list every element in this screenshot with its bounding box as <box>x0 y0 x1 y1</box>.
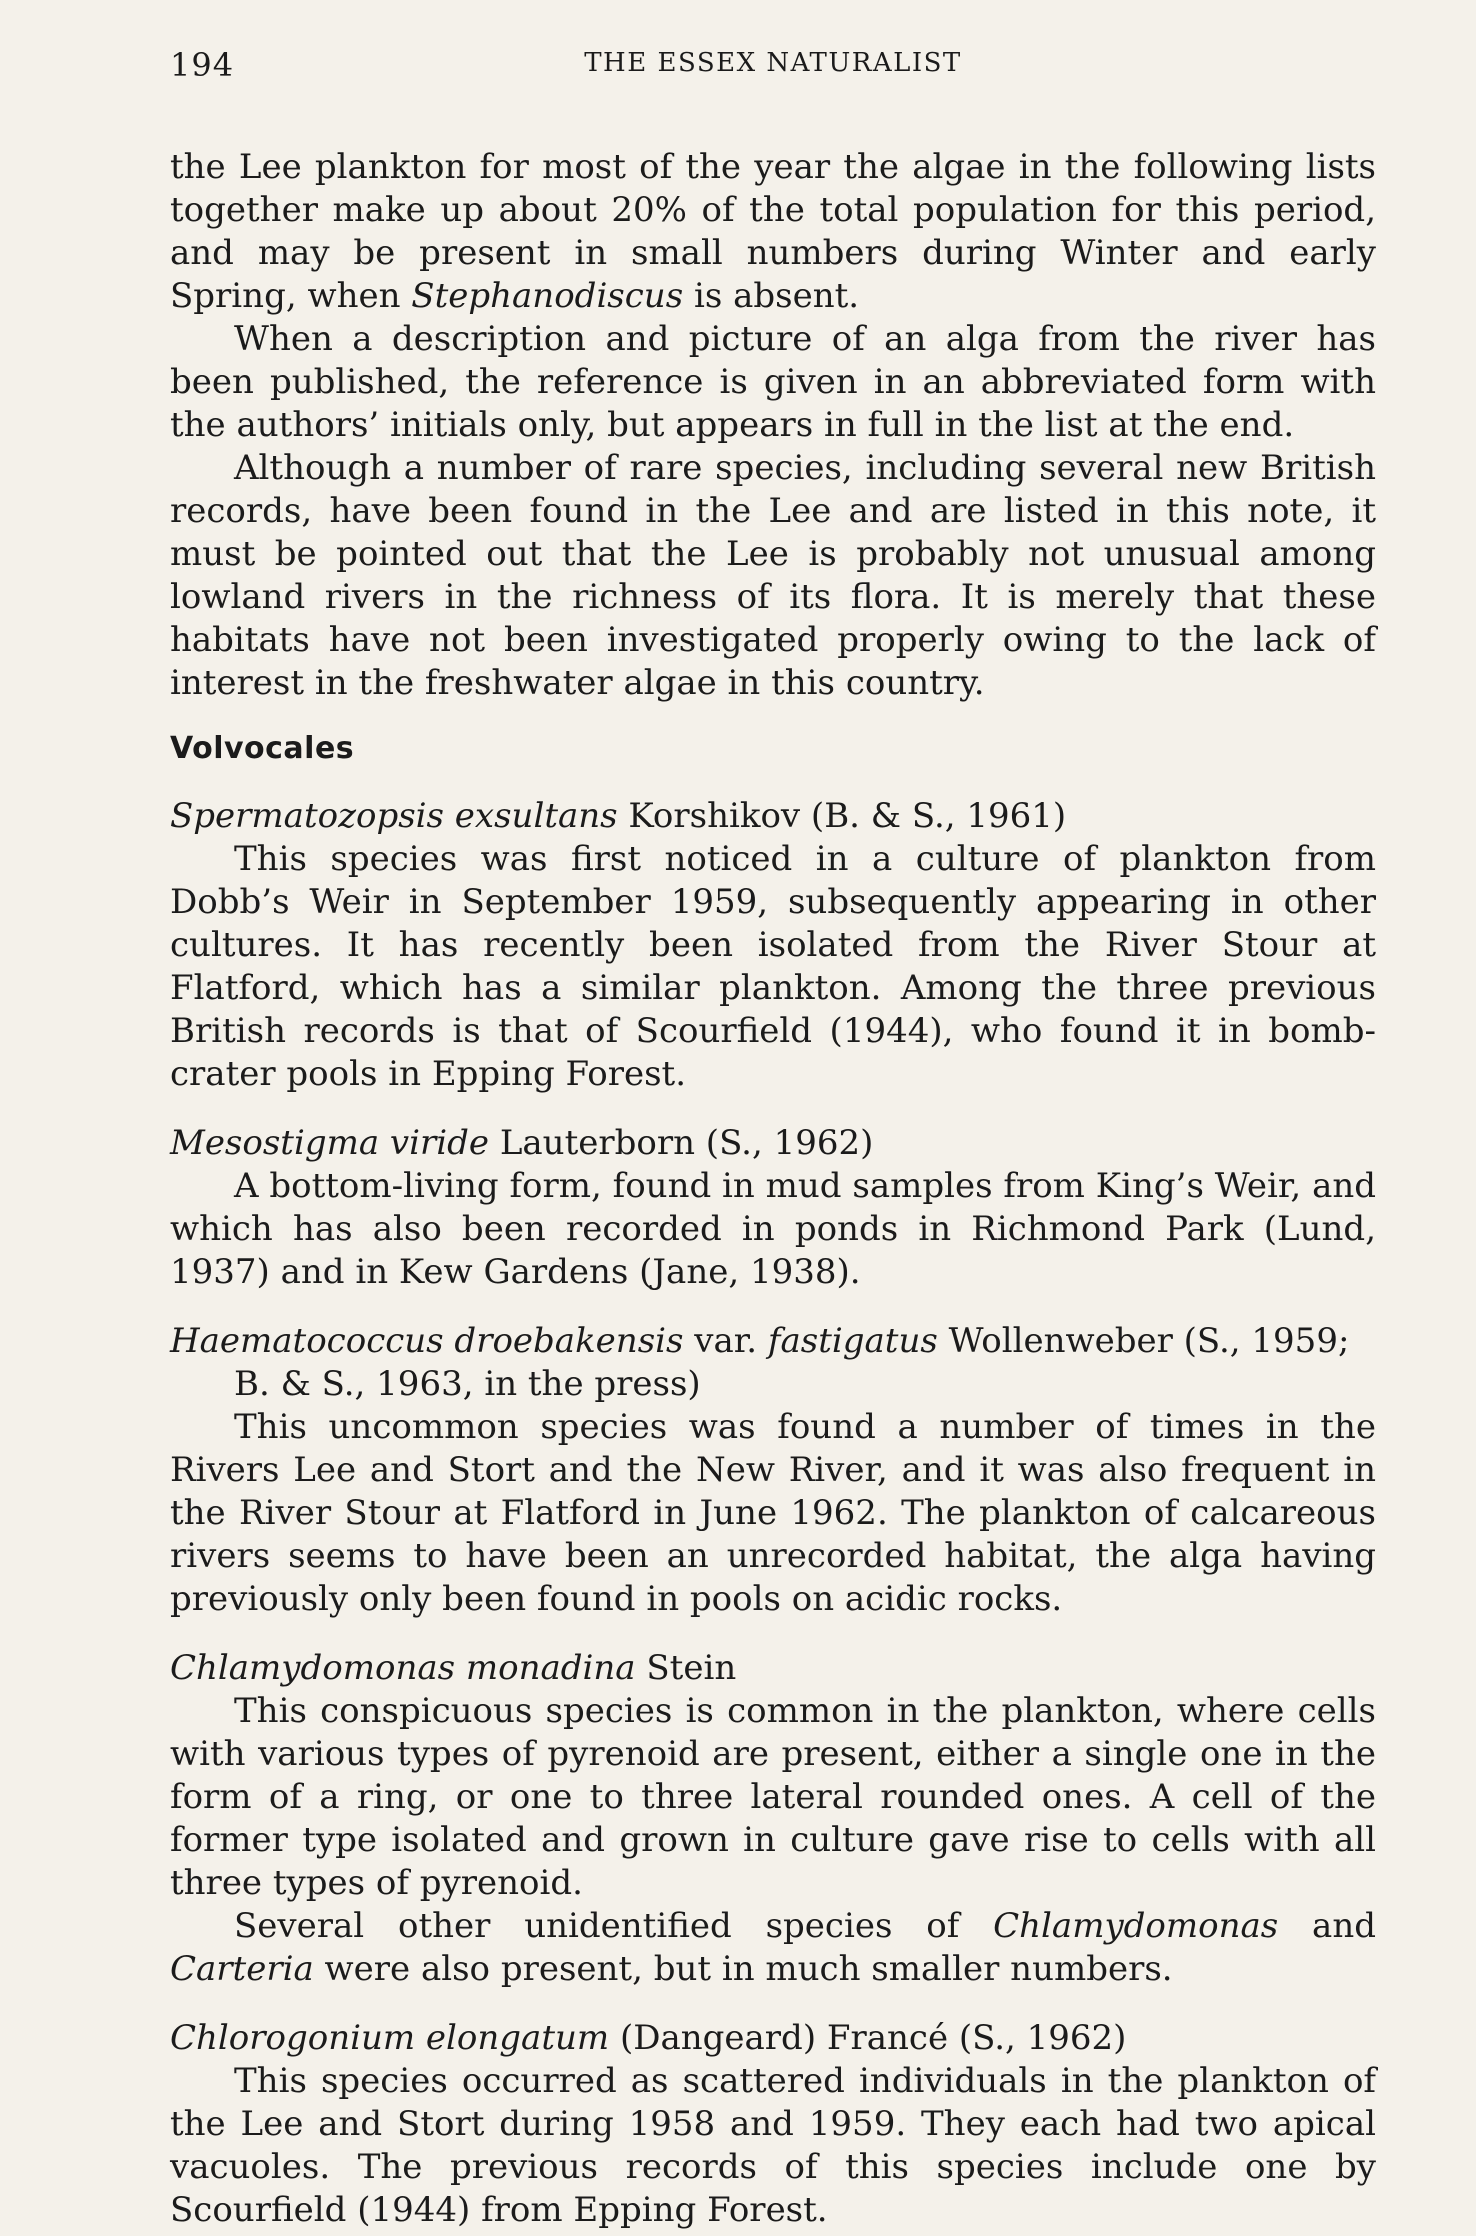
species-authority: (Dangeard) Francé (S., 1962) <box>609 2018 1127 2058</box>
page-number: 194 <box>170 46 235 84</box>
species-name: Spermatozopsis exsultans <box>170 796 618 836</box>
species-variety-name: fastigatus <box>767 1321 938 1361</box>
article-body <box>170 146 1376 2232</box>
species-description: This uncommon species was found a number of times in the Rivers Lee and Stort and the New River, and it was also frequent in the River Stour at Flatford in June 1962. The plankton of calcareous rivers seems to have been an unrecorded habitat, the alga having previously only been found in pools on acidic rocks. <box>170 1407 1376 1619</box>
species-heading <box>170 1647 1376 1690</box>
species-heading <box>170 1320 1376 1406</box>
species-name: Chlorogonium elongatum <box>170 2018 610 2058</box>
species-entry <box>170 2017 1376 2232</box>
species-name: Mesostigma viride <box>170 1123 490 1163</box>
species-heading <box>170 2017 1376 2060</box>
species-description: A bottom-living form, found in mud samples from King’s Weir, and which has also been recorded in ponds in Richmond Park (Lund, 1937) and in Kew Gardens (Jane, 1938). <box>170 1166 1376 1292</box>
intro-paragraph-2: When a description and picture of an alga from the river has been published, the reference is given in an abbreviated form with the authors’ initials only, but appears in full in the list at the end. <box>170 319 1376 445</box>
species-entry <box>170 1647 1376 1991</box>
species-authority: Stein <box>635 1648 737 1688</box>
species-heading <box>170 1122 1376 1165</box>
species-authority: Wollenweber (S., 1959; B. & S., 1963, in the press) <box>234 1321 1350 1404</box>
species-note: Several other unidentified species of Chlamydomonas and Carteria were also present, but in much smaller numbers. <box>170 1906 1376 1989</box>
species-entry <box>170 795 1376 1096</box>
species-name: Chlamydomonas monadina <box>170 1648 636 1688</box>
species-description: This conspicuous species is common in the plankton, where cells with various types of pyrenoid are present, either a single one in the form of a ring, or one to three lateral rounded ones. A cell of the former type isolated and grown in culture gave rise to cells with all three types of pyrenoid. <box>170 1691 1376 1903</box>
taxon-name: Carteria <box>170 1949 314 1989</box>
taxon-name: Chlamydomonas <box>993 1906 1279 1946</box>
species-authority: Korshikov (B. & S., 1961) <box>617 796 1067 836</box>
taxon-name: Stephanodiscus <box>411 276 684 316</box>
running-head <box>170 40 1376 94</box>
intro-paragraph-1: the Lee plankton for most of the year the algae in the following lists together make up about 20% of the total population for this period, and may be present in small numbers during Winter and early Spring, when Stephanodiscus is absent. <box>170 147 1376 316</box>
species-name: Haematococcus droebakensis <box>170 1321 684 1361</box>
species-entry <box>170 1122 1376 1294</box>
species-authority: Lauterborn (S., 1962) <box>489 1123 874 1163</box>
species-description: This species was first noticed in a culture of plankton from Dobb’s Weir in September 1959, subsequently appearing in other cultures. It has recently been isolated from the River Stour at Flatford, which has a similar plankton. Among the three previous British records is that of Scourfield (1944), who found it in bomb-crater pools in Epping Forest. <box>170 839 1376 1094</box>
section-heading: Volvocales <box>170 731 355 766</box>
journal-title: THE ESSEX NATURALIST <box>584 48 962 78</box>
species-heading <box>170 795 1376 838</box>
species-description: This species occurred as scattered individuals in the plankton of the Lee and Stort during 1958 and 1959. They each had two apical vacuoles. The previous records of this species include one by Scourfield (1944) from Epping Forest. <box>170 2061 1376 2230</box>
species-variety-label: var. <box>683 1321 768 1361</box>
species-entry <box>170 1320 1376 1621</box>
intro-paragraph-3: Although a number of rare species, including several new British records, have been found in the Lee and are listed in this note, it must be pointed out that the Lee is probably not unusual among lowland rivers in the richness of its flora. It is merely that these habitats have not been investigated properly owing to the lack of interest in the freshwater algae in this country. <box>170 448 1376 703</box>
